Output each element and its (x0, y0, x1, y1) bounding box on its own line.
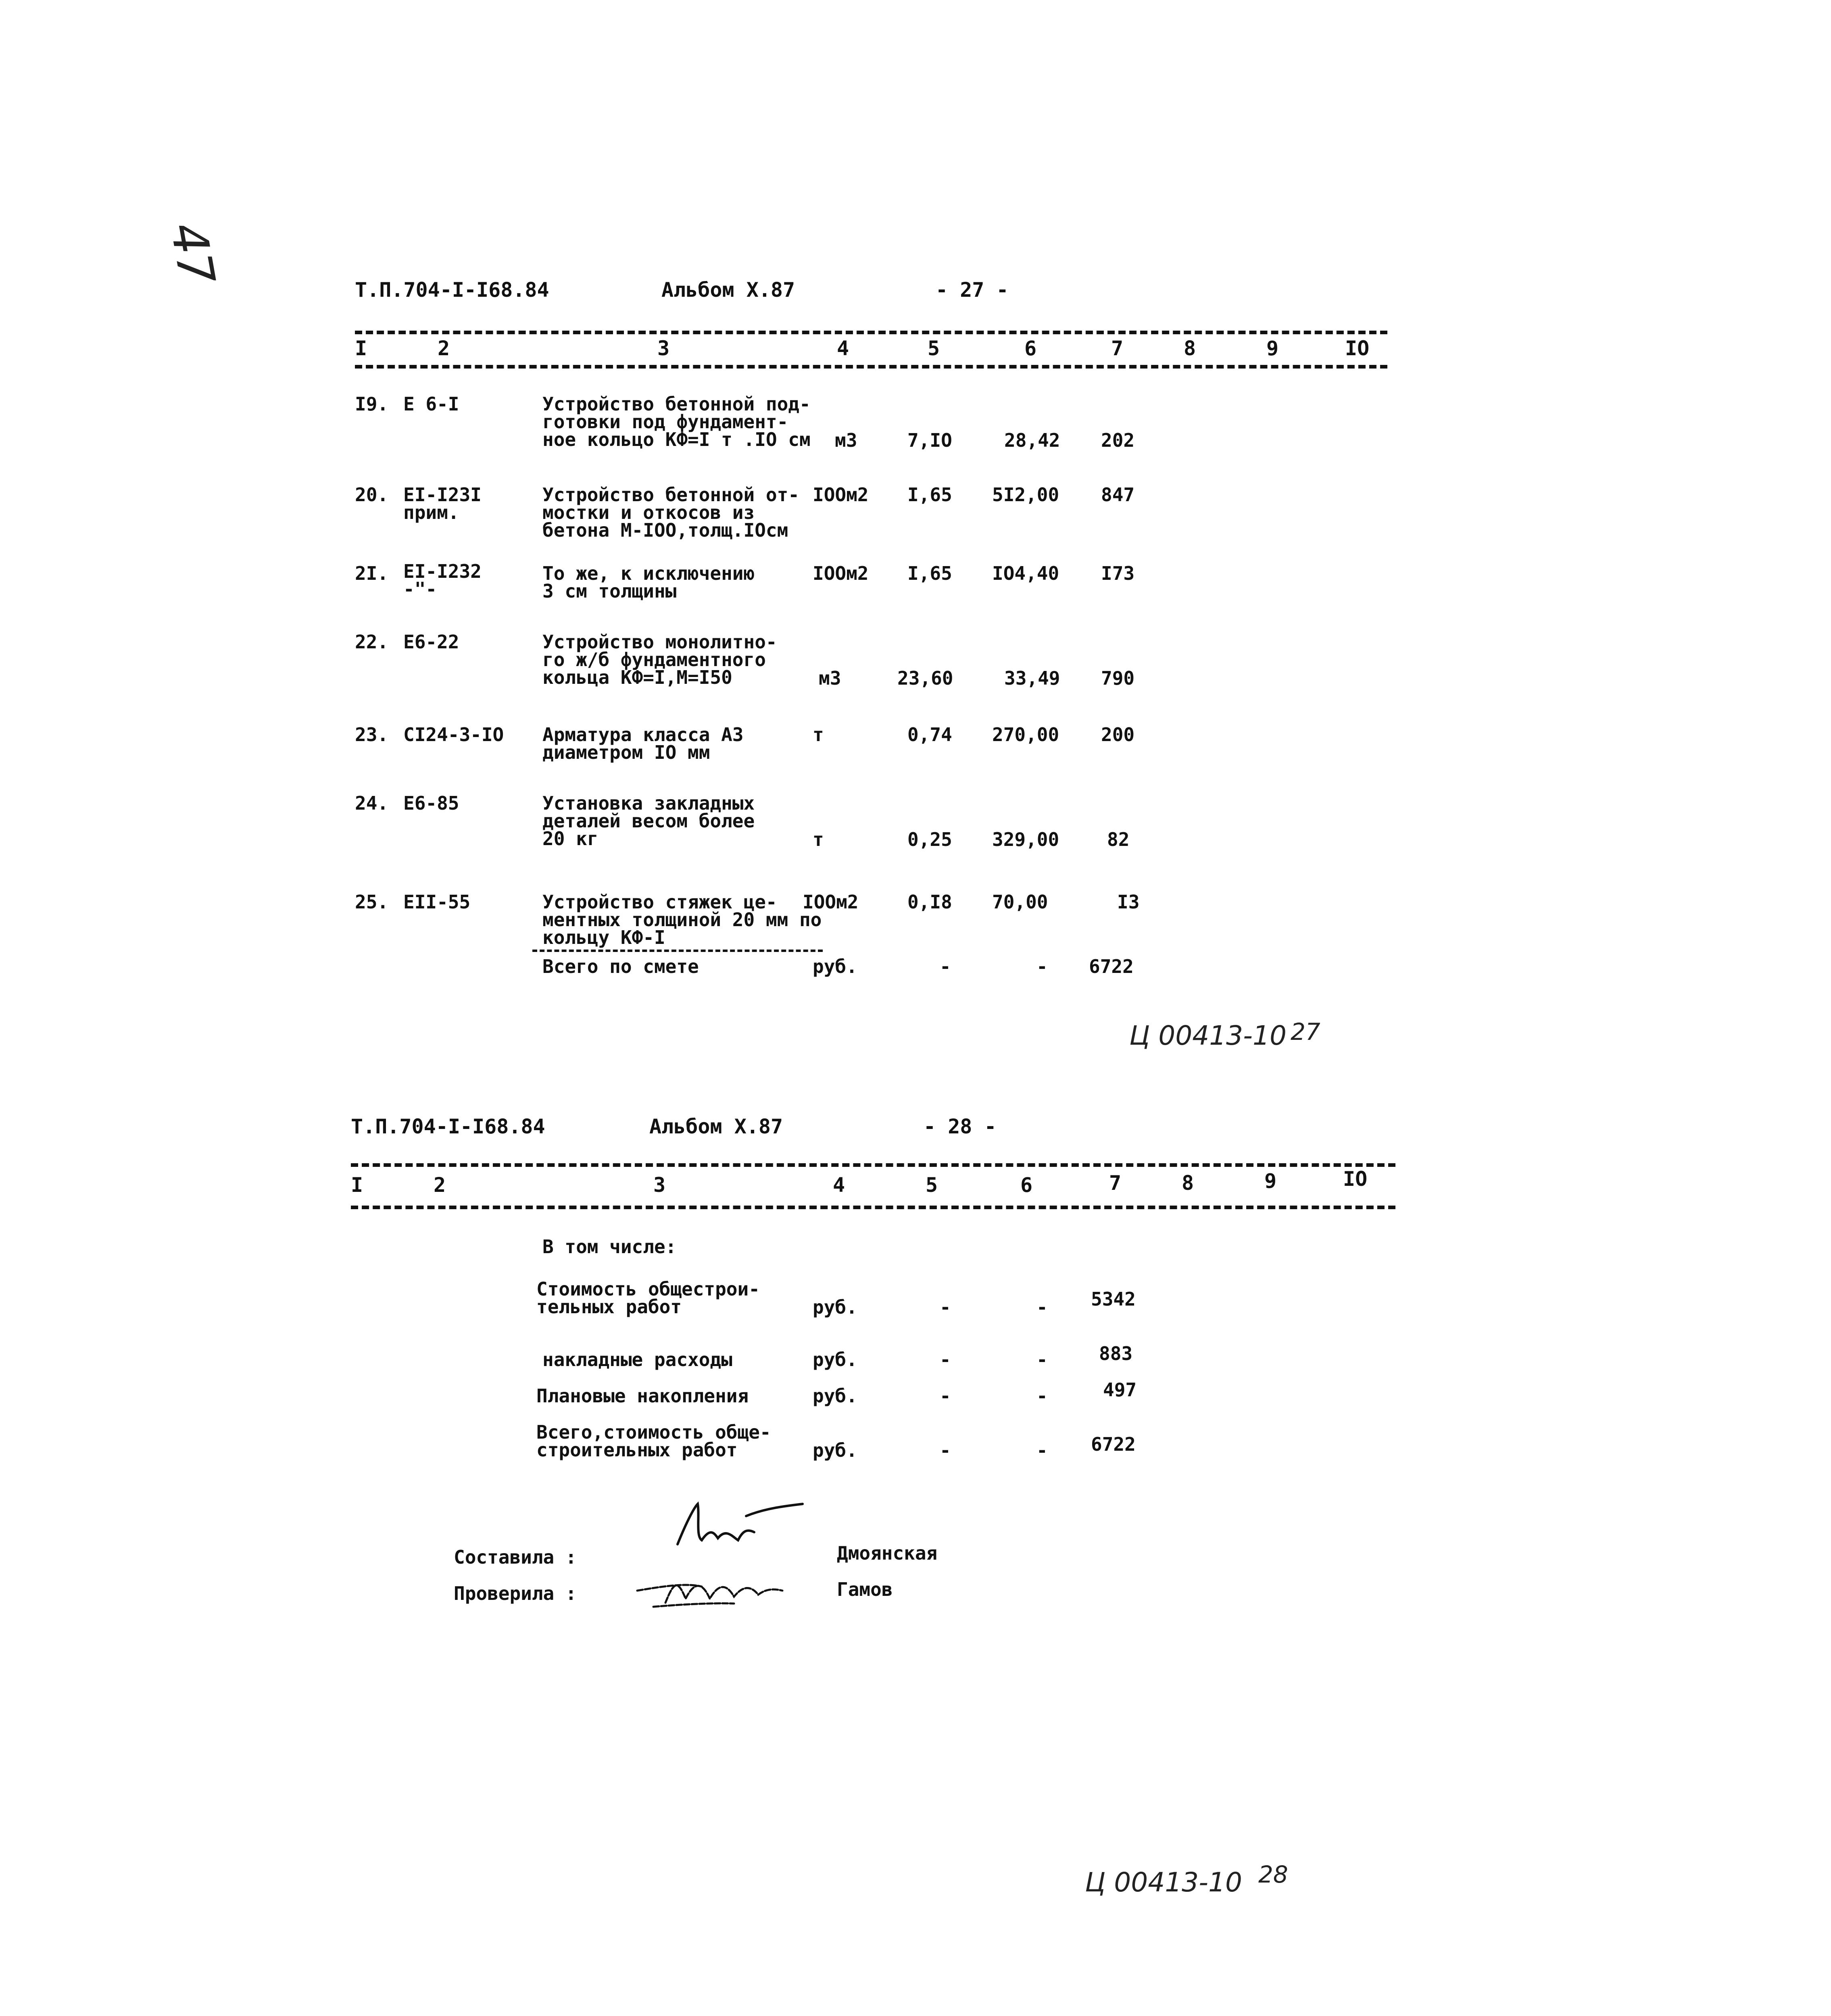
row-qty: I,65 (907, 562, 952, 584)
summary-row-unit: руб. (813, 1349, 857, 1370)
header-rule-top (351, 1163, 1395, 1167)
row-price: 70,00 (992, 891, 1048, 913)
summary-row-total: 6722 (1091, 1433, 1136, 1455)
row-code: ЕII-55 (403, 891, 471, 913)
col-header-2: 2 (438, 337, 450, 360)
row-code: ЕI-I23I прим. (403, 484, 482, 523)
col-header-3: 3 (657, 337, 670, 360)
row-total: 202 (1101, 429, 1135, 451)
row-code: Е6-85 (403, 792, 459, 814)
header-rule-bottom (355, 365, 1387, 369)
archive-stamp-code: Ц 00413-10 (1085, 1867, 1242, 1898)
col-header-8: 8 (1182, 1171, 1194, 1195)
row-qty: 0,I8 (907, 891, 952, 913)
summary-row-price: - (1036, 1439, 1048, 1461)
row-unit: IOOм2 (803, 891, 859, 913)
summary-row-unit: руб. (813, 1385, 857, 1407)
row-number: I9. (355, 393, 389, 415)
summary-row-name: накладные расходы (542, 1349, 732, 1370)
row-total: 200 (1101, 724, 1135, 746)
page-number: - 27 - (936, 278, 1009, 302)
section-intro: В том числе: (542, 1236, 677, 1258)
col-header-9: 9 (1264, 1169, 1277, 1193)
signature-scribble-checked (629, 1566, 790, 1615)
summary-row-price: - (1036, 1385, 1048, 1407)
summary-row-name: Стоимость общестрои- тельных работ (536, 1278, 760, 1318)
row-qty: 0,25 (907, 829, 952, 850)
col-header-6: 6 (1020, 1173, 1033, 1197)
header-rule-bottom (351, 1206, 1395, 1209)
col-header-1: I (355, 337, 367, 360)
col-header-7: 7 (1111, 337, 1124, 360)
col-header-10: IO (1345, 337, 1370, 360)
summary-row-price: - (1036, 1296, 1048, 1318)
total-value: 6722 (1089, 956, 1134, 977)
row-name: Арматура класса А3 диаметром IO мм (542, 724, 744, 763)
summary-row-qty: - (940, 1296, 951, 1318)
row-unit: м3 (835, 429, 857, 451)
row-code: Е 6-I (403, 393, 459, 415)
doc-code: Т.П.704-I-I68.84 (355, 278, 549, 302)
row-total: I3 (1117, 891, 1140, 913)
summary-row-qty: - (940, 1385, 951, 1407)
row-price: 33,49 (1004, 667, 1060, 689)
row-price: IO4,40 (992, 562, 1059, 584)
summary-row-total: 497 (1103, 1379, 1137, 1401)
row-total: I73 (1101, 562, 1135, 584)
col-header-6: 6 (1024, 337, 1037, 360)
summary-row-name: Всего,стоимость обще- строительных работ (536, 1421, 771, 1461)
row-unit: IOOм2 (813, 484, 869, 506)
row-name: Устройство бетонной от- мостки и откосов из бетона М-IOO,толщ.IOсм (542, 484, 799, 541)
summary-row-name: Плановые накопления (536, 1385, 749, 1407)
total-rule (532, 950, 823, 952)
row-number: 22. (355, 631, 389, 653)
album-label: Альбом Х.87 (661, 278, 795, 302)
summary-row-qty: - (940, 1349, 951, 1370)
row-code: ЕI-I232 -"- (403, 560, 482, 600)
col-header-2: 2 (434, 1173, 446, 1197)
row-price: 28,42 (1004, 429, 1060, 451)
archive-stamp-page: 27 (1291, 1018, 1320, 1045)
row-total: 82 (1107, 829, 1130, 850)
row-unit: м3 (819, 667, 841, 689)
col-header-4: 4 (837, 337, 849, 360)
row-total: 847 (1101, 484, 1135, 506)
signature-scribble-compiled (661, 1500, 807, 1556)
signature-name-compiled: Дмоянская (837, 1542, 938, 1564)
row-total: 790 (1101, 667, 1135, 689)
row-qty: 23,60 (897, 667, 953, 689)
col-header-3: 3 (653, 1173, 666, 1197)
total-label: Всего по смете (542, 956, 699, 977)
col-header-5: 5 (926, 1173, 938, 1197)
row-price: 270,00 (992, 724, 1059, 746)
row-qty: 0,74 (907, 724, 952, 746)
total-unit: руб. (813, 956, 857, 977)
row-price: 329,00 (992, 829, 1059, 850)
row-number: 23. (355, 724, 389, 746)
row-unit: т (813, 829, 824, 850)
row-name: Установка закладных деталей весом более 20 кг (542, 792, 755, 850)
summary-row-price: - (1036, 1349, 1048, 1370)
page-number: - 28 - (924, 1115, 997, 1138)
row-unit: т (813, 724, 824, 746)
doc-code: Т.П.704-I-I68.84 (351, 1115, 545, 1138)
col-header-7: 7 (1109, 1171, 1122, 1195)
col-header-10: IO (1343, 1167, 1368, 1191)
total-qty: - (940, 956, 951, 977)
row-code: СI24-3-IO (403, 724, 504, 746)
summary-row-unit: руб. (813, 1439, 857, 1461)
col-header-9: 9 (1266, 337, 1279, 360)
row-code: Е6-22 (403, 631, 459, 653)
margin-page-mark: 47 (159, 219, 225, 289)
row-qty: I,65 (907, 484, 952, 506)
signature-role-compiled: Составила : (454, 1546, 577, 1568)
row-name: То же, к исключению 3 см толщины (542, 562, 755, 602)
row-qty: 7,IO (907, 429, 952, 451)
row-unit: IOOм2 (813, 562, 869, 584)
row-number: 2I. (355, 562, 389, 584)
archive-stamp-code: Ц 00413-10 (1129, 1020, 1287, 1051)
row-number: 20. (355, 484, 389, 506)
summary-row-total: 883 (1099, 1343, 1133, 1364)
summary-row-total: 5342 (1091, 1288, 1136, 1310)
archive-stamp-page: 28 (1258, 1861, 1288, 1888)
summary-row-qty: - (940, 1439, 951, 1461)
row-number: 24. (355, 792, 389, 814)
summary-row-unit: руб. (813, 1296, 857, 1318)
row-name: Устройство монолитно- го ж/б фундаментного кольца КФ=I,М=I50 (542, 631, 777, 688)
album-label: Альбом Х.87 (649, 1115, 783, 1138)
row-name: Устройство бетонной под- готовки под фундамент- ное кольцо КФ=I т .IO см (542, 393, 811, 450)
row-name: Устройство стяжек це- ментных толщиной 20 мм по кольцу КФ-I (542, 891, 822, 948)
total-price: - (1036, 956, 1048, 977)
signature-name-checked: Гамов (837, 1579, 893, 1600)
col-header-5: 5 (928, 337, 940, 360)
col-header-4: 4 (833, 1173, 845, 1197)
row-number: 25. (355, 891, 389, 913)
col-header-1: I (351, 1173, 363, 1197)
col-header-8: 8 (1184, 337, 1196, 360)
signature-role-checked: Проверила : (454, 1583, 577, 1604)
row-price: 5I2,00 (992, 484, 1059, 506)
header-rule-top (355, 331, 1387, 334)
